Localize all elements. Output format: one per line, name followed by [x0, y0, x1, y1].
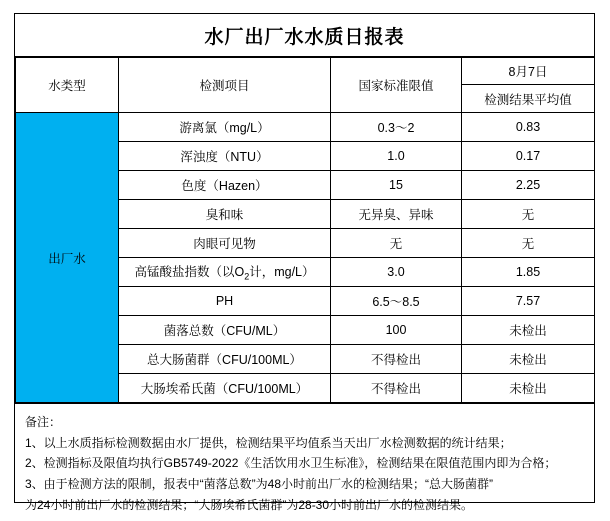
result-value: 0.83	[462, 113, 595, 142]
test-item-suffix: 计，mg/L）	[249, 265, 315, 280]
standard-value: 不得检出	[331, 345, 462, 374]
test-item-name: 臭和味	[119, 200, 331, 229]
standard-value: 6.5～8.5	[331, 287, 462, 316]
test-item-prefix: 高锰酸盐指数（以O	[134, 265, 245, 280]
header-average-result: 检测结果平均值	[462, 85, 595, 113]
report-title-row	[15, 14, 594, 57]
test-item-name: 大肠埃希氏菌（CFU/100ML）	[119, 374, 331, 403]
header-date: 8月7日	[462, 58, 595, 85]
standard-value: 3.0	[331, 258, 462, 287]
header-water-type: 水类型	[16, 58, 119, 113]
notes-label: 备注：	[25, 415, 62, 429]
result-value: 无	[462, 229, 595, 258]
notes-line-4: 为24小时前出厂水的检测结果；“大肠埃希氏菌群”为28-30小时前出厂水的检测结果。	[25, 497, 474, 512]
table-row	[16, 113, 595, 142]
standard-value: 100	[331, 316, 462, 345]
result-value: 0.17	[462, 142, 595, 171]
test-item-name: 浑浊度（NTU）	[119, 142, 331, 171]
notes-line-1: 1、以上水质指标检测数据由水厂提供，检测结果平均值系当天出厂水检测数据的统计结果；	[25, 435, 512, 450]
test-item-name: 肉眼可见物	[119, 229, 331, 258]
test-item-name: 游离氯（mg/L）	[119, 113, 331, 142]
result-value: 无	[462, 200, 595, 229]
standard-value: 无	[331, 229, 462, 258]
header-test-item: 检测项目	[119, 58, 331, 113]
notes-section	[15, 403, 594, 521]
test-item-name: 总大肠菌群（CFU/100ML）	[119, 345, 331, 374]
standard-value: 0.3～2	[331, 113, 462, 142]
result-value: 未检出	[462, 345, 595, 374]
notes-line-2: 2、检测指标及限值均执行GB5749-2022《生活饮用水卫生标准》，检测结果在限值范围内即为合格；	[25, 456, 557, 471]
result-value: 未检出	[462, 316, 595, 345]
test-item-name	[119, 258, 331, 287]
test-item-name: PH	[119, 287, 331, 316]
result-value: 未检出	[462, 374, 595, 403]
test-item-name: 菌落总数（CFU/ML）	[119, 316, 331, 345]
standard-value: 1.0	[331, 142, 462, 171]
result-value: 2.25	[462, 171, 595, 200]
test-item-subscript: 2	[244, 271, 250, 282]
standard-value: 15	[331, 171, 462, 200]
test-item-name: 色度（Hazen）	[119, 171, 331, 200]
result-value: 7.57	[462, 287, 595, 316]
page-title: 水厂出厂水水质日报表	[204, 26, 405, 48]
table-header-row	[16, 58, 595, 85]
water-quality-table	[15, 57, 595, 403]
water-type-cell: 出厂水	[16, 113, 119, 403]
result-value: 1.85	[462, 258, 595, 287]
header-national-standard: 国家标准限值	[331, 58, 462, 113]
notes-line-3: 3、由于检测方法的限制，报表中“菌落总数”为48小时前出厂水的检测结果；“总大肠菌群”	[25, 476, 494, 491]
standard-value: 不得检出	[331, 374, 462, 403]
report-sheet	[14, 13, 595, 512]
standard-value: 无异臭、异味	[331, 200, 462, 229]
